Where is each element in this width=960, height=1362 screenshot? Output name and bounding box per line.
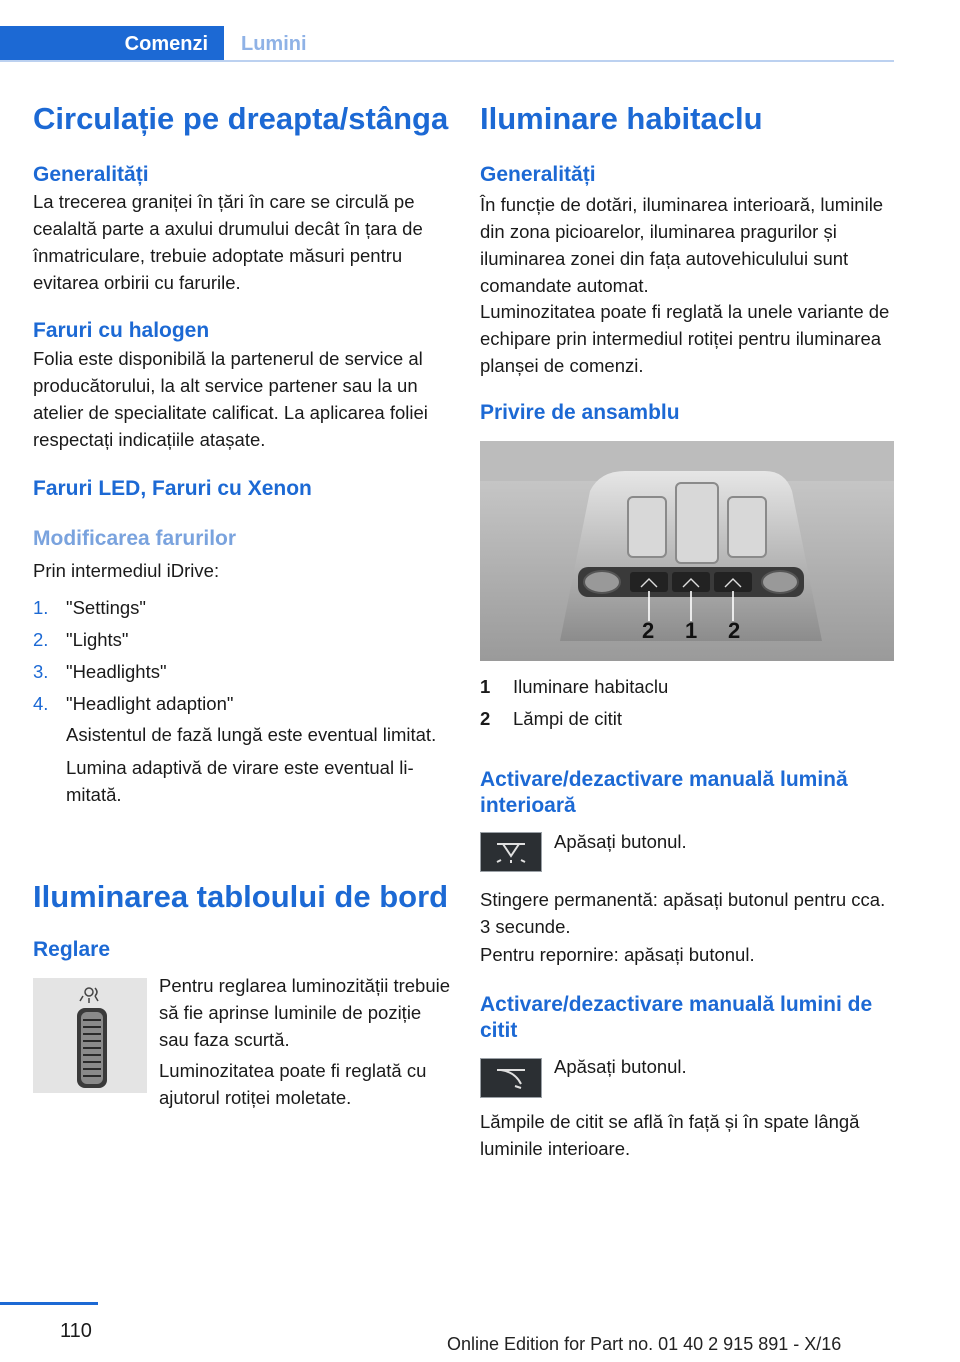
list-item <box>33 594 448 626</box>
subheading-faruri-halogen: Faruri cu halogen <box>33 319 210 342</box>
paragraph-reglare-2: Luminozitatea poate fi reglată cu ajutorul rotiței moletate. <box>159 1060 427 1108</box>
list-item <box>33 658 448 690</box>
subheading-modificarea-farurilor: Modificarea farurilor <box>33 527 237 550</box>
paragraph-faruri-halogen: Folia este disponibilă la partenerul de service al producătorului, la alt service partener sau la un atelier de specialitate calificat. La aplicarea foliei respectați indicațiile atașate. <box>33 348 428 450</box>
subheading-generalitati-right: Generalități <box>480 163 596 186</box>
callout-label: 2 <box>728 618 741 643</box>
callout-label: 1 <box>685 618 698 643</box>
section-title-iluminare-habitaclu: Iluminare habitaclu <box>480 101 763 136</box>
step-text: "Headlights" <box>66 661 167 682</box>
list-item <box>33 626 448 658</box>
subheading-generalitati: Generalități <box>33 163 149 186</box>
paragraph-reglare-1: Pentru reglarea luminozității trebuie să fie aprinse luminile de poziție sau faza scurtă. <box>159 975 451 1050</box>
step-text: "Lights" <box>66 629 129 650</box>
subheading-faruri-led: Faruri LED, Faruri cu Xenon <box>33 477 312 500</box>
interior-light-button-figure <box>480 832 542 872</box>
step-note: Asistentul de fază lungă este eventual limitat. <box>66 724 437 745</box>
tab-lumini[interactable]: Lumini <box>241 32 307 55</box>
settings-steps-list <box>33 594 448 808</box>
figure-legend <box>480 673 895 732</box>
step-text: "Headlight adaption" <box>66 693 234 714</box>
edition-info: Online Edition for Part no. 01 40 2 915 891 - X/16 <box>447 1334 842 1354</box>
step-number: 2. <box>33 629 49 650</box>
list-item <box>480 705 895 732</box>
paragraph-stingere-permanenta: Stingere permanentă: apăsați butonul pentru cca. 3 secunde. <box>480 889 886 937</box>
overhead-console-figure <box>480 441 894 661</box>
legend-text: Lămpi de citit <box>513 708 622 729</box>
reading-light-button-figure <box>480 1058 542 1098</box>
list-item <box>33 690 448 721</box>
section-title-circulatie: Circulație pe dreapta/stânga <box>33 101 449 136</box>
paragraph-lampi-citit: Lămpile de citit se află în față și în spate lângă luminile interioare. <box>480 1111 860 1159</box>
legend-number: 1 <box>480 676 491 697</box>
subheading-reglare: Reglare <box>33 938 111 961</box>
footer-divider <box>0 1302 98 1305</box>
page-number: 110 <box>60 1320 92 1342</box>
paragraph-idrive-intro: Prin intermediul iDrive: <box>33 560 220 581</box>
tab-comenzi[interactable]: Comenzi <box>0 26 224 62</box>
paragraph-repornire: Pentru repornire: apăsați butonul. <box>480 944 755 965</box>
legend-number: 2 <box>480 708 491 729</box>
dimmer-wheel-figure <box>33 978 147 1093</box>
paragraph-apasati-butonul-1: Apăsați butonul. <box>554 831 687 852</box>
interior-light-icon <box>491 840 531 864</box>
paragraph-luminozitate: Luminozitatea poate fi reglată la unele variante de echipare prin intermediul rotiței pentru iluminarea planșei de comenzi. <box>480 301 890 376</box>
step-note: Lumina adaptivă de virare este eventual limitată. <box>66 757 414 805</box>
section-title-iluminarea-tabloului: Iluminarea tabloului de bord <box>33 879 449 914</box>
subheading-manual-lumini-citit: Activare/dezactivare manuală lumini de citit <box>480 993 873 1042</box>
step-number: 3. <box>33 661 49 682</box>
header-divider <box>0 60 894 62</box>
callout-label: 2 <box>642 618 655 643</box>
step-number: 1. <box>33 597 49 618</box>
legend-text: Iluminare habitaclu <box>513 676 669 697</box>
list-item <box>480 673 895 705</box>
overhead-console-photo <box>480 441 894 661</box>
subheading-privire-ansamblu: Privire de ansamblu <box>480 401 680 424</box>
step-text: "Settings" <box>66 597 146 618</box>
paragraph-apasati-butonul-2: Apăsați butonul. <box>554 1056 687 1077</box>
reading-light-icon <box>491 1066 531 1090</box>
paragraph-circulatie: La trecerea graniței în țări în care se circulă pe cealaltă parte a axului drumului decât în țara de înmatriculare, trebuie adoptate măsuri pentru evitarea orbirii cu farurile. <box>33 191 423 293</box>
step-number: 4. <box>33 693 49 714</box>
paragraph-iluminare-automat: În funcție de dotări, iluminarea interioară, luminile din zona picioarelor, iluminarea pragurilor și iluminarea zonei din fața autovehiculului sunt comandate automat. <box>480 194 884 296</box>
subheading-manual-lumina-interioara: Activare/dezactivare manuală lumină interioară <box>480 768 848 817</box>
dimmer-wheel-icon <box>33 978 147 1093</box>
